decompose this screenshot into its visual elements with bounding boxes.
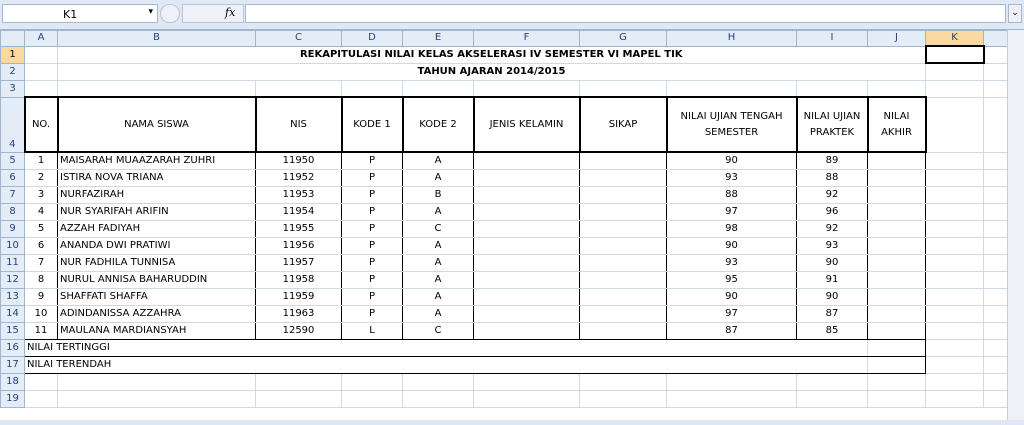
cell[interactable] [984,152,1008,169]
student-kode-1[interactable]: P [342,203,403,220]
cell[interactable] [25,390,58,407]
sheet-row [1,46,1008,63]
student-nilai-akhir[interactable] [868,237,926,254]
student-kode-2[interactable]: A [403,203,474,220]
student-sikap[interactable] [580,237,667,254]
cell[interactable] [667,390,797,407]
student-name[interactable]: NURFAZIRAH [58,186,256,203]
cell[interactable] [926,203,984,220]
expand-formula-bar-icon[interactable]: ⌄ [1008,4,1022,23]
spreadsheet-grid [0,30,1008,408]
student-nilai-akhir[interactable] [868,220,926,237]
student-nilai-praktek[interactable]: 91 [797,271,868,288]
row-header[interactable]: 9 [1,220,25,237]
cell[interactable] [474,373,580,390]
cell[interactable] [868,373,926,390]
row-header[interactable]: 10 [1,237,25,254]
student-jenis-kelamin[interactable] [474,203,580,220]
student-name[interactable]: NUR SYARIFAH ARIFIN [58,203,256,220]
cell[interactable] [926,97,984,152]
cell[interactable] [984,97,1008,152]
student-kode-2[interactable]: A [403,254,474,271]
cell[interactable] [797,80,868,97]
student-nilai-uts[interactable]: 90 [667,237,797,254]
cell[interactable] [926,271,984,288]
student-nilai-praktek[interactable]: 89 [797,152,868,169]
select-all-corner[interactable] [1,31,25,47]
cell[interactable] [797,373,868,390]
cell[interactable] [667,80,797,97]
student-nilai-uts[interactable]: 90 [667,152,797,169]
student-nilai-akhir[interactable] [868,322,926,339]
student-nilai-uts[interactable]: 95 [667,271,797,288]
name-box[interactable] [2,4,158,23]
fx-icon: fx [225,6,236,19]
student-jenis-kelamin[interactable] [474,186,580,203]
student-nilai-uts[interactable]: 90 [667,288,797,305]
cell[interactable] [580,390,667,407]
student-kode-2[interactable]: A [403,169,474,186]
student-jenis-kelamin[interactable] [474,322,580,339]
student-no[interactable]: 7 [25,254,58,271]
student-nilai-akhir[interactable] [868,254,926,271]
student-nis[interactable]: 11954 [256,203,342,220]
student-nilai-praktek[interactable]: 96 [797,203,868,220]
row-header[interactable]: 5 [1,152,25,169]
column-header-row [1,31,1008,47]
row-header[interactable]: 14 [1,305,25,322]
column-header[interactable]: I [797,31,868,47]
student-kode-1[interactable]: P [342,254,403,271]
cell[interactable] [256,80,342,97]
cell[interactable] [984,322,1008,339]
table-row [1,203,1008,220]
cell[interactable] [474,390,580,407]
cell[interactable] [926,237,984,254]
student-kode-2[interactable]: A [403,237,474,254]
column-header-empty [984,31,1008,47]
student-nilai-uts[interactable]: 93 [667,254,797,271]
cell[interactable] [926,63,984,80]
student-nis[interactable]: 11953 [256,186,342,203]
column-header[interactable]: C [256,31,342,47]
student-jenis-kelamin[interactable] [474,288,580,305]
table-row [1,169,1008,186]
cell[interactable] [984,237,1008,254]
row-header[interactable]: 6 [1,169,25,186]
table-row [1,152,1008,169]
cell[interactable] [474,80,580,97]
cell[interactable] [984,339,1008,356]
cell[interactable] [342,373,403,390]
student-sikap[interactable] [580,305,667,322]
sheet-row [1,373,1008,390]
header-nilai-praktek[interactable]: NILAI UJIAN PRAKTEK [797,97,868,152]
cell[interactable] [984,220,1008,237]
column-header[interactable]: D [342,31,403,47]
student-kode-1[interactable]: L [342,322,403,339]
student-nilai-praktek[interactable]: 88 [797,169,868,186]
student-name[interactable]: SHAFFATI SHAFFA [58,288,256,305]
insert-function-button[interactable] [182,4,244,23]
student-no[interactable]: 3 [25,186,58,203]
student-no[interactable]: 1 [25,152,58,169]
student-nilai-uts[interactable]: 98 [667,220,797,237]
cell[interactable] [926,373,984,390]
student-jenis-kelamin[interactable] [474,169,580,186]
vertical-scrollbar[interactable] [1007,30,1024,425]
student-name[interactable]: NUR FADHILA TUNNISA [58,254,256,271]
nilai-tertinggi-value[interactable] [868,339,926,356]
student-sikap[interactable] [580,203,667,220]
table-row [1,305,1008,322]
formula-input[interactable] [245,4,1006,23]
cell[interactable] [984,46,1008,63]
cell[interactable] [25,63,58,80]
row-header-selected[interactable]: 1 [1,46,25,63]
student-nis[interactable]: 11950 [256,152,342,169]
header-nama-siswa[interactable]: NAMA SISWA [58,97,256,152]
student-no[interactable]: 11 [25,322,58,339]
row-header[interactable]: 3 [1,80,25,97]
student-nis[interactable]: 11956 [256,237,342,254]
header-sikap[interactable]: SIKAP [580,97,667,152]
table-row [1,271,1008,288]
student-nilai-akhir[interactable] [868,305,926,322]
student-nis[interactable]: 11963 [256,305,342,322]
row-header[interactable]: 4 [1,97,25,152]
cell[interactable] [926,220,984,237]
student-no[interactable]: 10 [25,305,58,322]
student-no[interactable]: 6 [25,237,58,254]
cell[interactable] [926,339,984,356]
student-no[interactable]: 5 [25,220,58,237]
student-nis[interactable]: 11952 [256,169,342,186]
student-nis[interactable]: 11958 [256,271,342,288]
student-nilai-praktek[interactable]: 90 [797,288,868,305]
cell[interactable] [403,373,474,390]
row-header[interactable]: 13 [1,288,25,305]
student-rows [1,152,1008,339]
cell[interactable] [868,80,926,97]
cell[interactable] [667,373,797,390]
student-no[interactable]: 2 [25,169,58,186]
student-jenis-kelamin[interactable] [474,305,580,322]
row-header[interactable]: 11 [1,254,25,271]
cell[interactable] [25,80,58,97]
cell[interactable] [926,254,984,271]
student-nilai-akhir[interactable] [868,288,926,305]
student-nilai-akhir[interactable] [868,169,926,186]
column-header[interactable]: H [667,31,797,47]
student-nilai-uts[interactable]: 87 [667,322,797,339]
student-kode-1[interactable]: P [342,186,403,203]
chevron-down-icon[interactable]: ▾ [148,7,153,17]
student-name[interactable]: AZZAH FADIYAH [58,220,256,237]
student-name[interactable]: NURUL ANNISA BAHARUDDIN [58,271,256,288]
row-header[interactable]: 7 [1,186,25,203]
row-header[interactable]: 19 [1,390,25,407]
cell[interactable] [984,356,1008,373]
student-nilai-uts[interactable]: 93 [667,169,797,186]
student-sikap[interactable] [580,220,667,237]
student-nilai-praktek[interactable]: 87 [797,305,868,322]
cell[interactable] [926,390,984,407]
row-header[interactable]: 12 [1,271,25,288]
formula-bar [0,0,1024,30]
student-no[interactable]: 9 [25,288,58,305]
header-jenis-kelamin[interactable]: JENIS KELAMIN [474,97,580,152]
column-header[interactable]: G [580,31,667,47]
student-nis[interactable]: 11959 [256,288,342,305]
cell[interactable] [58,373,256,390]
student-kode-1[interactable]: P [342,288,403,305]
student-kode-2[interactable]: A [403,305,474,322]
column-header[interactable]: F [474,31,580,47]
student-jenis-kelamin[interactable] [474,220,580,237]
table-row [1,322,1008,339]
student-nilai-uts[interactable]: 97 [667,203,797,220]
student-kode-2[interactable]: A [403,271,474,288]
cell[interactable] [926,186,984,203]
table-row [1,237,1008,254]
cell[interactable] [984,186,1008,203]
cell[interactable] [984,254,1008,271]
column-header[interactable]: A [25,31,58,47]
student-sikap[interactable] [580,169,667,186]
student-nilai-praktek[interactable]: 90 [797,254,868,271]
header-no[interactable]: NO. [25,97,58,152]
cell[interactable] [926,288,984,305]
student-sikap[interactable] [580,152,667,169]
student-sikap[interactable] [580,186,667,203]
cell[interactable] [984,203,1008,220]
student-nilai-praktek[interactable]: 92 [797,186,868,203]
student-kode-2[interactable]: C [403,220,474,237]
name-box-value: K1 [63,8,78,21]
cell[interactable] [926,322,984,339]
student-name[interactable]: ISTIRA NOVA TRIANA [58,169,256,186]
cell[interactable] [403,390,474,407]
cell[interactable] [25,46,58,63]
student-nilai-akhir[interactable] [868,186,926,203]
student-name[interactable]: MAULANA MARDIANSYAH [58,322,256,339]
sheet-row [1,390,1008,407]
row-header[interactable]: 17 [1,356,25,373]
cell[interactable] [984,288,1008,305]
cell[interactable] [58,390,256,407]
header-nilai-uts[interactable]: NILAI UJIAN TENGAH SEMESTER [667,97,797,152]
student-kode-2[interactable]: B [403,186,474,203]
column-header-selected[interactable]: K [926,31,984,47]
student-jenis-kelamin[interactable] [474,237,580,254]
row-header[interactable]: 2 [1,63,25,80]
cell[interactable] [256,373,342,390]
student-kode-1[interactable]: P [342,152,403,169]
student-kode-1[interactable]: P [342,169,403,186]
student-nis[interactable]: 11955 [256,220,342,237]
student-nilai-praktek[interactable]: 93 [797,237,868,254]
cell[interactable] [926,169,984,186]
column-header[interactable]: B [58,31,256,47]
cell[interactable] [580,80,667,97]
header-kode-1[interactable]: KODE 1 [342,97,403,152]
sheet-row [1,356,1008,373]
student-nilai-praktek[interactable]: 92 [797,220,868,237]
sheet-row [1,63,1008,80]
sheet-title[interactable]: REKAPITULASI NILAI KELAS AKSELERASI IV SEMESTER VI MAPEL TIK [58,46,926,63]
cell[interactable] [342,390,403,407]
student-no[interactable]: 4 [25,203,58,220]
student-sikap[interactable] [580,254,667,271]
cell[interactable] [984,373,1008,390]
student-jenis-kelamin[interactable] [474,271,580,288]
sheet-tabs-bar [0,420,1024,425]
student-kode-1[interactable]: P [342,271,403,288]
student-name[interactable]: ADINDANISSA AZZAHRA [58,305,256,322]
student-nis[interactable]: 11957 [256,254,342,271]
cell[interactable] [984,390,1008,407]
header-nis[interactable]: NIS [256,97,342,152]
column-header[interactable]: E [403,31,474,47]
student-kode-1[interactable]: P [342,237,403,254]
student-nilai-akhir[interactable] [868,152,926,169]
cell[interactable] [984,271,1008,288]
active-cell[interactable] [926,46,984,63]
sheet-subtitle[interactable]: TAHUN AJARAN 2014/2015 [58,63,926,80]
student-sikap[interactable] [580,288,667,305]
cell[interactable] [984,80,1008,97]
cell[interactable] [926,80,984,97]
student-kode-1[interactable]: P [342,305,403,322]
student-sikap[interactable] [580,271,667,288]
table-row [1,220,1008,237]
student-nilai-uts[interactable]: 97 [667,305,797,322]
student-nilai-akhir[interactable] [868,203,926,220]
student-sikap[interactable] [580,322,667,339]
cell[interactable] [403,80,474,97]
cell[interactable] [256,390,342,407]
nilai-terendah-value[interactable] [868,356,926,373]
student-nilai-akhir[interactable] [868,271,926,288]
row-header[interactable]: 18 [1,373,25,390]
student-jenis-kelamin[interactable] [474,254,580,271]
nilai-tertinggi-label[interactable]: NILAI TERTINGGI [25,339,868,356]
cell[interactable] [580,373,667,390]
student-jenis-kelamin[interactable] [474,152,580,169]
table-row [1,288,1008,305]
row-header[interactable]: 15 [1,322,25,339]
nilai-terendah-label[interactable]: NILAI TERENDAH [25,356,868,373]
cell[interactable] [984,305,1008,322]
cell[interactable] [926,356,984,373]
student-nilai-uts[interactable]: 88 [667,186,797,203]
row-header[interactable]: 16 [1,339,25,356]
student-no[interactable]: 8 [25,271,58,288]
cell[interactable] [342,80,403,97]
header-nilai-akhir[interactable]: NILAI AKHIR [868,97,926,152]
cell[interactable] [984,169,1008,186]
cell[interactable] [797,390,868,407]
cell[interactable] [926,305,984,322]
table-row [1,186,1008,203]
student-kode-2[interactable]: A [403,288,474,305]
cell[interactable] [58,80,256,97]
student-nilai-praktek[interactable]: 85 [797,322,868,339]
cell[interactable] [926,152,984,169]
table-row [1,254,1008,271]
sheet-row [1,339,1008,356]
student-name[interactable]: MAISARAH MUAAZARAH ZUHRI [58,152,256,169]
cell[interactable] [25,373,58,390]
student-kode-1[interactable]: P [342,220,403,237]
student-kode-2[interactable]: C [403,322,474,339]
cell[interactable] [868,390,926,407]
column-header[interactable]: J [868,31,926,47]
student-name[interactable]: ANANDA DWI PRATIWI [58,237,256,254]
table-header-row [1,97,1008,152]
formula-cancel-button[interactable] [160,4,180,23]
student-kode-2[interactable]: A [403,152,474,169]
header-kode-2[interactable]: KODE 2 [403,97,474,152]
sheet-row [1,80,1008,97]
cell[interactable] [984,63,1008,80]
row-header[interactable]: 8 [1,203,25,220]
student-nis[interactable]: 12590 [256,322,342,339]
